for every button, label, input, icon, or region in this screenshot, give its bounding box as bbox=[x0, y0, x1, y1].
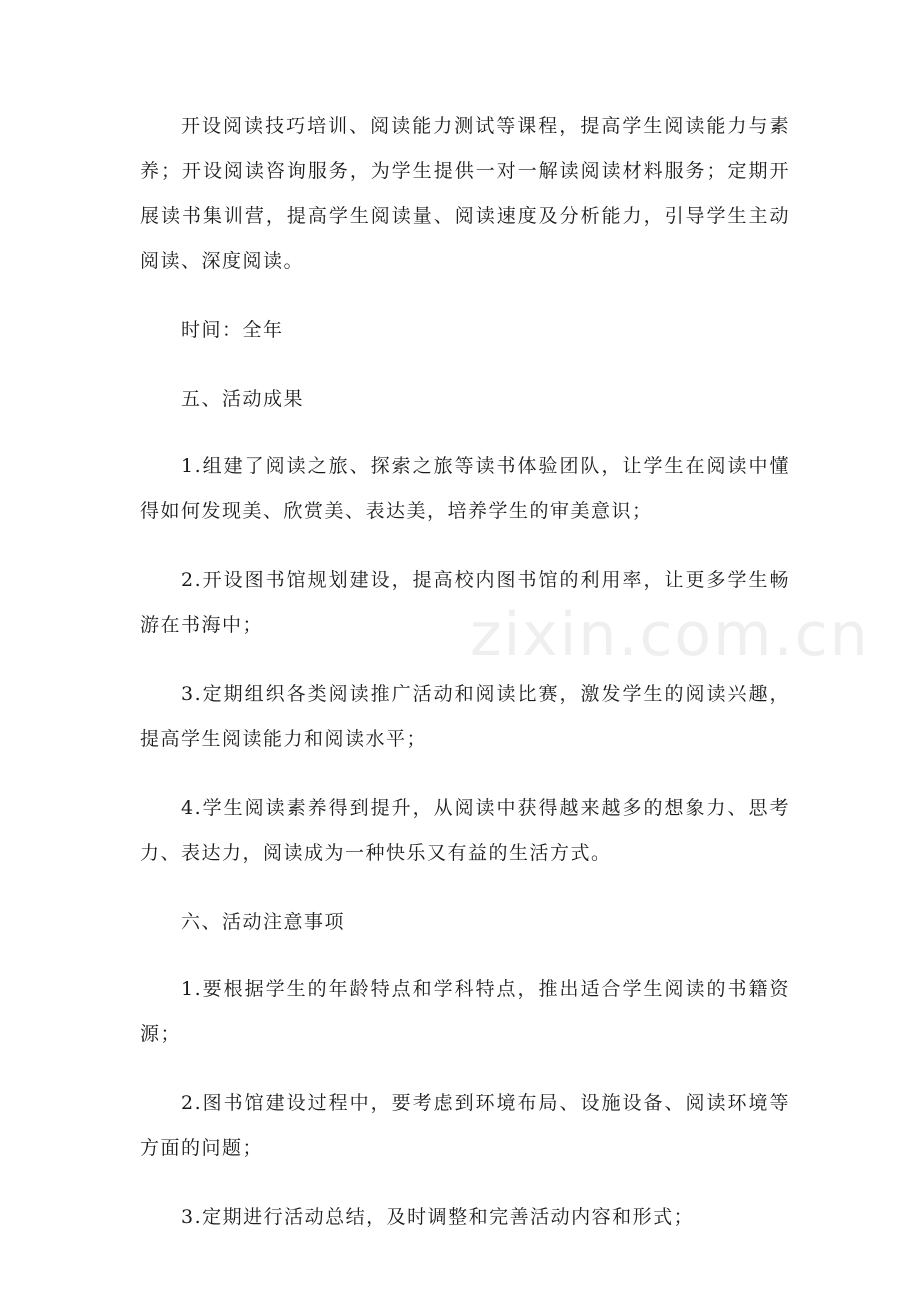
paragraph-reading-courses: 开设阅读技巧培训、阅读能力测试等课程，提高学生阅读能力与素养；开设阅读咨询服务，为学生提供一对一解读阅读材料服务；定期开展读书集训营，提高学生阅读量、阅读速度及分析能力，引导学生主动阅读、深度阅读。 bbox=[140, 115, 790, 272]
result-item-3: 3.定期组织各类阅读推广活动和阅读比赛，激发学生的阅读兴趣，提高学生阅读能力和阅读水平； bbox=[140, 683, 790, 750]
document-body bbox=[140, 104, 790, 1264]
paragraph-time: 时间：全年 bbox=[181, 319, 284, 341]
result-item-1: 1.组建了阅读之旅、探索之旅等读书体验团队，让学生在阅读中懂得如何发现美、欣赏美、表达美，培养学生的审美意识； bbox=[140, 455, 790, 522]
section-heading-results: 五、活动成果 bbox=[181, 388, 305, 410]
section-heading-notes: 六、活动注意事项 bbox=[181, 911, 346, 933]
result-item-4: 4.学生阅读素养得到提升，从阅读中获得越来越多的想象力、思考力、表达力，阅读成为一种快乐又有益的生活方式。 bbox=[140, 797, 790, 864]
result-item-2: 2.开设图书馆规划建设，提高校内图书馆的利用率，让更多学生畅游在书海中； bbox=[140, 569, 790, 636]
note-item-1: 1.要根据学生的年龄特点和学科特点，推出适合学生阅读的书籍资源； bbox=[140, 978, 790, 1045]
note-item-3: 3.定期进行活动总结，及时调整和完善活动内容和形式； bbox=[181, 1206, 695, 1228]
watermark-text: zixin.com.cn bbox=[470, 600, 870, 670]
note-item-2: 2.图书馆建设过程中，要考虑到环境布局、设施设备、阅读环境等方面的问题； bbox=[140, 1092, 790, 1159]
